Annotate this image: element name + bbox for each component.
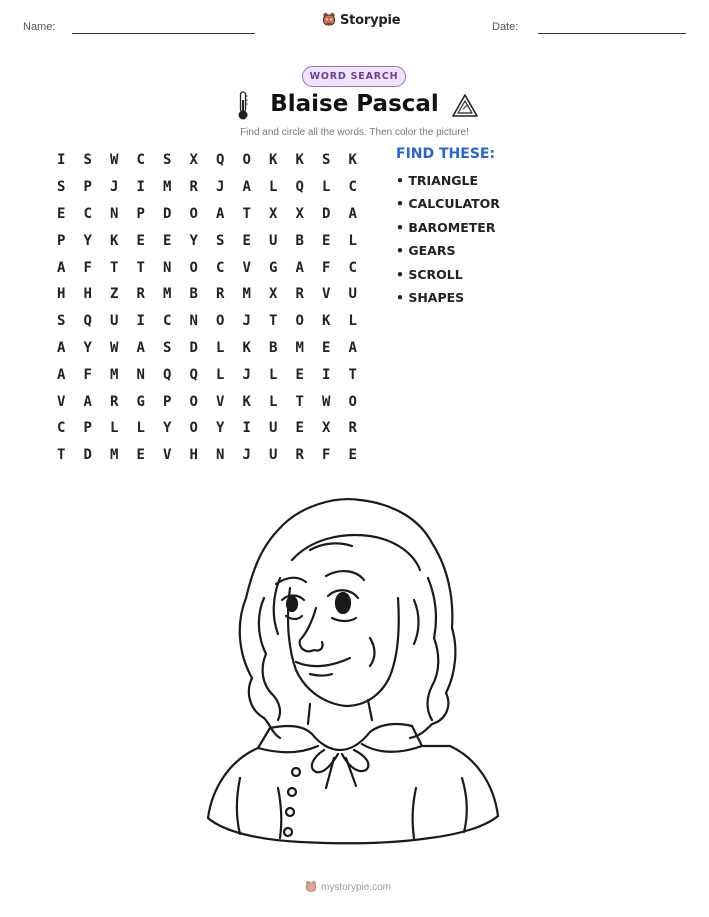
grid-letter[interactable]: H xyxy=(83,286,92,303)
grid-letter[interactable]: B xyxy=(269,339,278,356)
grid-letter[interactable]: Q xyxy=(295,179,304,196)
grid-letter[interactable]: V xyxy=(242,259,251,276)
grid-letter[interactable]: Y xyxy=(83,339,92,356)
name-label: Name: xyxy=(23,21,56,33)
grid-letter[interactable]: Q xyxy=(163,366,172,383)
grid-letter[interactable]: P xyxy=(83,179,92,196)
grid-letter[interactable]: A xyxy=(295,259,304,276)
grid-letter[interactable]: A xyxy=(83,393,92,410)
grid-letter[interactable]: T xyxy=(348,366,357,383)
grid-letter[interactable]: V xyxy=(163,447,172,464)
grid-letter[interactable]: V xyxy=(322,286,331,303)
grid-letter[interactable]: S xyxy=(57,313,66,330)
grid-letter[interactable]: T xyxy=(295,393,304,410)
grid-letter[interactable]: L xyxy=(322,179,331,196)
storypie-logo xyxy=(322,12,400,28)
grid-letter[interactable]: C xyxy=(83,205,92,222)
grid-letter[interactable]: P xyxy=(136,205,145,222)
grid-letter[interactable]: M xyxy=(110,366,119,383)
grid-letter[interactable]: I xyxy=(322,366,331,383)
grid-letter[interactable]: B xyxy=(189,286,198,303)
grid-letter[interactable]: H xyxy=(57,286,66,303)
grid-letter[interactable]: G xyxy=(269,259,278,276)
grid-letter[interactable]: J xyxy=(242,313,251,330)
word-list-item: • GEARS xyxy=(396,243,456,259)
grid-letter[interactable]: Y xyxy=(189,232,198,249)
grid-letter[interactable]: N xyxy=(110,205,119,222)
grid-letter[interactable]: E xyxy=(163,232,172,249)
grid-letter[interactable]: E xyxy=(322,232,331,249)
grid-letter[interactable]: G xyxy=(136,393,145,410)
grid-letter[interactable]: O xyxy=(189,420,198,437)
footer xyxy=(305,880,391,894)
grid-letter[interactable]: C xyxy=(348,179,357,196)
grid-letter[interactable]: S xyxy=(57,179,66,196)
grid-letter[interactable]: N xyxy=(189,313,198,330)
grid-letter[interactable]: C xyxy=(216,259,225,276)
grid-letter[interactable]: R xyxy=(216,286,225,303)
grid-letter[interactable]: I xyxy=(57,152,66,169)
grid-letter[interactable]: E xyxy=(322,339,331,356)
grid-letter[interactable]: O xyxy=(189,259,198,276)
grid-letter[interactable]: K xyxy=(110,232,119,249)
grid-letter[interactable]: E xyxy=(136,232,145,249)
grid-letter[interactable]: A xyxy=(242,179,251,196)
grid-letter[interactable]: M xyxy=(242,286,251,303)
word-list-item: • TRIANGLE xyxy=(396,173,479,188)
grid-letter[interactable]: A xyxy=(348,339,357,356)
grid-letter[interactable]: P xyxy=(57,232,66,249)
grid-letter[interactable]: E xyxy=(136,447,145,464)
grid-letter[interactable]: J xyxy=(242,447,251,464)
grid-letter[interactable]: J xyxy=(242,366,251,383)
grid-letter[interactable]: W xyxy=(110,152,119,169)
grid-letter[interactable]: X xyxy=(322,420,331,437)
grid-letter[interactable]: C xyxy=(57,420,66,437)
grid-letter[interactable]: Y xyxy=(83,232,92,249)
grid-letter[interactable]: R xyxy=(348,420,357,437)
grid-letter[interactable]: I xyxy=(242,420,251,437)
grid-letter[interactable]: Y xyxy=(216,420,225,437)
grid-letter[interactable]: C xyxy=(163,313,172,330)
grid-letter[interactable]: U xyxy=(348,286,357,303)
grid-letter[interactable]: Q xyxy=(189,366,198,383)
grid-letter[interactable]: F xyxy=(83,366,92,383)
grid-letter[interactable]: O xyxy=(216,313,225,330)
grid-letter[interactable]: E xyxy=(57,205,66,222)
storypie-logo-icon xyxy=(322,12,336,28)
grid-letter[interactable]: X xyxy=(269,205,278,222)
grid-letter[interactable]: F xyxy=(322,259,331,276)
grid-letter[interactable]: U xyxy=(269,232,278,249)
grid-letter[interactable]: D xyxy=(163,205,172,222)
brand-name: Storypie xyxy=(340,12,401,28)
grid-letter[interactable]: R xyxy=(189,179,198,196)
letter-grid xyxy=(48,147,366,469)
grid-letter[interactable]: K xyxy=(295,152,304,169)
grid-letter[interactable]: Q xyxy=(83,313,92,330)
grid-letter[interactable]: T xyxy=(110,259,119,276)
grid-letter[interactable]: F xyxy=(322,447,331,464)
page-title: Blaise Pascal xyxy=(270,91,439,117)
grid-letter[interactable]: U xyxy=(269,447,278,464)
grid-letter[interactable]: Z xyxy=(110,286,119,303)
grid-letter[interactable]: R xyxy=(295,447,304,464)
grid-letter[interactable]: K xyxy=(242,393,251,410)
grid-letter[interactable]: S xyxy=(83,152,92,169)
grid-letter[interactable]: E xyxy=(295,366,304,383)
grid-letter[interactable]: C xyxy=(348,259,357,276)
grid-letter[interactable]: L xyxy=(216,339,225,356)
date-line xyxy=(538,33,686,34)
grid-letter[interactable]: N xyxy=(216,447,225,464)
grid-letter[interactable]: I xyxy=(136,313,145,330)
grid-letter[interactable]: J xyxy=(216,179,225,196)
grid-letter[interactable]: M xyxy=(163,179,172,196)
grid-letter[interactable]: P xyxy=(163,393,172,410)
pascal-portrait xyxy=(200,488,505,848)
grid-letter[interactable]: S xyxy=(163,152,172,169)
grid-letter[interactable]: I xyxy=(136,179,145,196)
grid-letter[interactable]: H xyxy=(189,447,198,464)
grid-letter[interactable]: W xyxy=(110,339,119,356)
grid-letter[interactable]: E xyxy=(242,232,251,249)
grid-letter[interactable]: A xyxy=(348,205,357,222)
grid-letter[interactable]: O xyxy=(242,152,251,169)
grid-letter[interactable]: L xyxy=(269,393,278,410)
word-list-item: • CALCULATOR xyxy=(396,196,500,212)
grid-letter[interactable]: Y xyxy=(163,420,172,437)
grid-letter[interactable]: M xyxy=(110,447,119,464)
word-list-item: • BAROMETER xyxy=(396,219,496,235)
grid-letter[interactable]: L xyxy=(269,179,278,196)
triangle-icon xyxy=(451,93,479,119)
word-list-item: • SHAPES xyxy=(396,289,465,305)
grid-letter[interactable]: X xyxy=(295,205,304,222)
grid-letter[interactable]: T xyxy=(242,205,251,222)
grid-letter[interactable]: O xyxy=(189,205,198,222)
grid-letter[interactable]: A xyxy=(136,339,145,356)
word-list xyxy=(396,172,500,312)
grid-letter[interactable]: V xyxy=(216,393,225,410)
grid-letter[interactable]: V xyxy=(57,393,66,410)
grid-letter[interactable]: A xyxy=(57,366,66,383)
grid-letter[interactable]: O xyxy=(295,313,304,330)
grid-letter[interactable]: A xyxy=(216,205,225,222)
grid-letter[interactable]: B xyxy=(295,232,304,249)
grid-letter[interactable]: R xyxy=(136,286,145,303)
instructions: Find and circle all the words. Then color the picture! xyxy=(240,127,469,138)
grid-letter[interactable]: X xyxy=(269,286,278,303)
grid-letter[interactable]: R xyxy=(295,286,304,303)
grid-letter[interactable]: L xyxy=(348,313,357,330)
grid-letter[interactable]: F xyxy=(83,259,92,276)
name-line xyxy=(72,33,255,34)
word-list-title: FIND THESE: xyxy=(396,146,496,162)
grid-letter[interactable]: U xyxy=(269,420,278,437)
grid-letter[interactable]: J xyxy=(110,179,119,196)
grid-letter[interactable]: C xyxy=(136,152,145,169)
grid-letter[interactable]: A xyxy=(57,339,66,356)
word-list-item: • SCROLL xyxy=(396,266,463,282)
grid-letter[interactable]: W xyxy=(322,393,331,410)
footer-url: mystorypie.com xyxy=(321,881,392,893)
grid-letter[interactable]: P xyxy=(83,420,92,437)
grid-letter[interactable]: K xyxy=(269,152,278,169)
grid-letter[interactable]: N xyxy=(136,366,145,383)
grid-letter[interactable]: X xyxy=(189,152,198,169)
date-label: Date: xyxy=(492,21,519,33)
grid-letter[interactable]: E xyxy=(295,420,304,437)
word-search-badge: WORD SEARCH xyxy=(302,66,406,87)
grid-letter[interactable]: O xyxy=(189,393,198,410)
grid-letter[interactable]: S xyxy=(163,339,172,356)
grid-letter[interactable]: L xyxy=(269,366,278,383)
grid-letter[interactable]: U xyxy=(110,313,119,330)
grid-letter[interactable]: K xyxy=(348,152,357,169)
grid-letter[interactable]: L xyxy=(110,420,119,437)
grid-letter[interactable]: O xyxy=(348,393,357,410)
grid-letter[interactable]: T xyxy=(136,259,145,276)
grid-letter[interactable]: D xyxy=(189,339,198,356)
storypie-footer-icon xyxy=(305,880,317,894)
grid-letter[interactable]: E xyxy=(348,447,357,464)
grid-letter[interactable]: M xyxy=(295,339,304,356)
grid-letter[interactable]: S xyxy=(216,232,225,249)
grid-letter[interactable]: N xyxy=(163,259,172,276)
grid-letter[interactable]: Q xyxy=(216,152,225,169)
grid-letter[interactable]: T xyxy=(269,313,278,330)
grid-letter[interactable]: A xyxy=(57,259,66,276)
grid-letter[interactable]: D xyxy=(83,447,92,464)
grid-letter[interactable]: T xyxy=(57,447,66,464)
grid-letter[interactable]: D xyxy=(322,205,331,222)
grid-letter[interactable]: M xyxy=(163,286,172,303)
grid-letter[interactable]: R xyxy=(110,393,119,410)
grid-letter[interactable]: K xyxy=(322,313,331,330)
grid-letter[interactable]: S xyxy=(322,152,331,169)
grid-letter[interactable]: L xyxy=(216,366,225,383)
grid-letter[interactable]: L xyxy=(348,232,357,249)
grid-letter[interactable]: L xyxy=(136,420,145,437)
grid-letter[interactable]: K xyxy=(242,339,251,356)
